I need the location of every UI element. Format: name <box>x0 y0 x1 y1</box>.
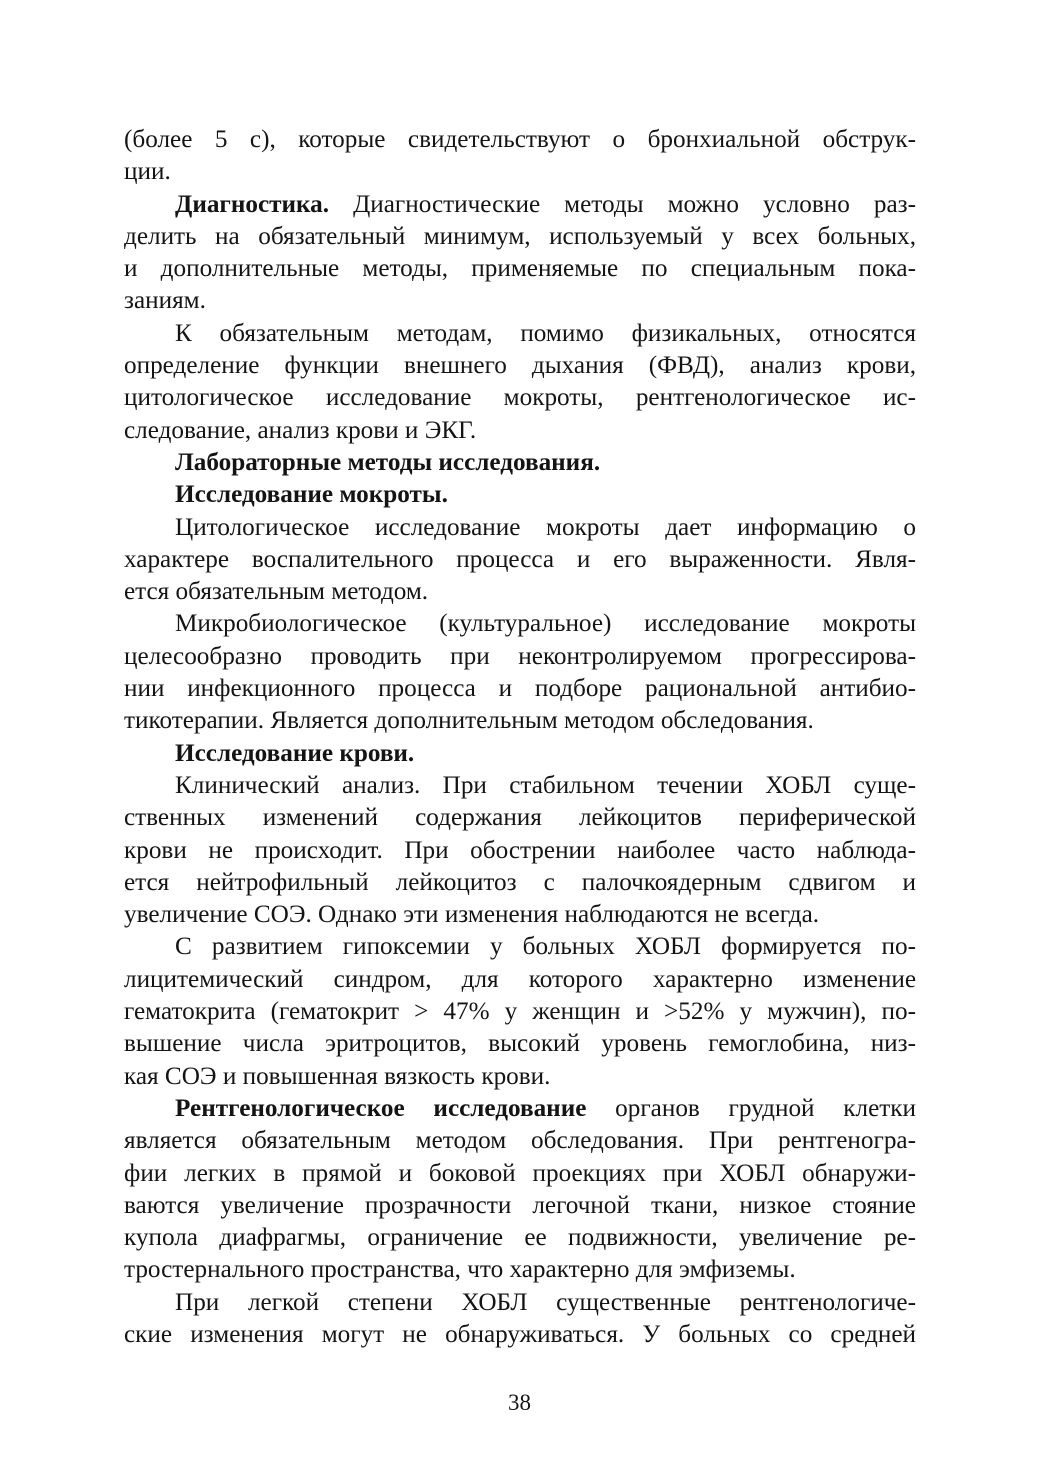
line-text: увеличение СОЭ. Однако эти изменения наблюдаются не всегда. <box>124 901 820 929</box>
line-text: К обязательным методам, помимо физикальных, относятся <box>175 319 916 347</box>
text-line <box>124 221 916 253</box>
line-text: Цитологическое исследование мокроты дает информацию о <box>175 513 916 541</box>
text-line <box>124 770 916 802</box>
text-line <box>124 415 916 447</box>
text-line <box>124 1028 916 1060</box>
bold-heading: Исследование мокроты. <box>175 481 448 509</box>
text-line <box>124 544 916 576</box>
line-text: вышение числа эритроцитов, высокий уровень гемоглобина, низ- <box>124 1030 916 1058</box>
text-line <box>124 641 916 673</box>
line-text: следование, анализ крови и ЭКГ. <box>124 416 477 444</box>
line-text: ется нейтрофильный лейкоцитоз с палочкоядерным сдвигом и <box>124 868 916 896</box>
text-line <box>124 1254 916 1286</box>
text-line <box>124 1319 916 1351</box>
line-text: цитологическое исследование мокроты, рентгенологическое ис- <box>124 384 916 412</box>
line-text: гематокрита (гематокрит > 47% у женщин и >52% у мужчин), по- <box>124 998 916 1026</box>
text-line <box>124 189 916 221</box>
text-line <box>124 479 916 511</box>
text-line <box>124 1093 916 1125</box>
line-text: ские изменения могут не обнаруживаться. У больных со средней <box>124 1320 916 1348</box>
text-line <box>124 1061 916 1093</box>
text-line <box>124 608 916 640</box>
line-text: Диагностические методы можно условно раз- <box>329 190 916 218</box>
line-text: С развитием гипоксемии у больных ХОБЛ формируется по- <box>175 933 916 961</box>
text-line <box>124 576 916 608</box>
line-text: нии инфекционного процесса и подборе рациональной антибио- <box>124 675 916 703</box>
bold-heading: Диагностика. <box>175 190 330 218</box>
line-text: (более 5 с), которые свидетельствуют о бронхиальной обструк- <box>124 126 916 153</box>
line-text: тикотерапии. Является дополнительным методом обследования. <box>124 707 814 735</box>
line-text: Клинический анализ. При стабильном течении ХОБЛ суще- <box>175 771 916 799</box>
text-line <box>124 835 916 867</box>
text-line <box>124 996 916 1028</box>
text-line <box>124 124 916 156</box>
text-line <box>124 253 916 285</box>
bold-heading: Исследование крови. <box>175 739 415 767</box>
text-line <box>124 512 916 544</box>
line-text: фии легких в прямой и боковой проекциях при ХОБЛ обнаружи- <box>124 1159 916 1187</box>
line-text: делить на обязательный минимум, используемый у всех больных, <box>124 222 916 250</box>
text-line <box>124 1222 916 1254</box>
text-line <box>124 867 916 899</box>
line-text: ции. <box>124 158 171 186</box>
page-number: 38 <box>508 1390 531 1415</box>
text-line <box>124 382 916 414</box>
text-line <box>124 899 916 931</box>
text-line <box>124 1158 916 1190</box>
line-text: целесообразно проводить при неконтролируемом прогрессирова- <box>124 642 916 670</box>
text-line <box>124 318 916 350</box>
text-line <box>124 738 916 770</box>
text-line <box>124 1190 916 1222</box>
body-text <box>124 124 916 1351</box>
line-text: и дополнительные методы, применяемые по специальным пока- <box>124 255 916 283</box>
line-text: Микробиологическое (культуральное) исследование мокроты <box>175 610 916 638</box>
line-text: крови не происходит. При обострении наиболее часто наблюда- <box>124 836 916 864</box>
bold-heading: Лабораторные методы исследования. <box>175 448 601 476</box>
text-line <box>124 156 916 188</box>
text-line <box>124 1287 916 1319</box>
text-line <box>124 285 916 317</box>
line-text: ется обязательным методом. <box>124 578 429 606</box>
line-text: определение функции внешнего дыхания (ФВД), анализ крови, <box>124 352 916 380</box>
line-text: купола диафрагмы, ограничение ее подвижности, увеличение ре- <box>124 1224 916 1252</box>
text-line <box>124 447 916 479</box>
line-text: кая СОЭ и повышенная вязкость крови. <box>124 1062 551 1090</box>
text-line <box>124 931 916 963</box>
text-line <box>124 802 916 834</box>
line-text: ственных изменений содержания лейкоцитов периферической <box>124 804 916 832</box>
line-text: характере воспалительного процесса и его выраженности. Явля- <box>124 545 916 573</box>
text-line <box>124 1125 916 1157</box>
line-text: заниям. <box>124 287 206 315</box>
line-text: ваются увеличение прозрачности легочной ткани, низкое стояние <box>124 1191 916 1219</box>
line-text: тростернального пространства, что характерно для эмфиземы. <box>124 1256 796 1284</box>
text-line <box>124 350 916 382</box>
line-text: лицитемический синдром, для которого характерно изменение <box>124 965 916 993</box>
line-text: органов грудной клетки <box>586 1094 916 1122</box>
text-line <box>124 705 916 737</box>
text-line <box>124 673 916 705</box>
line-text: является обязательным методом обследования. При рентгеногра- <box>124 1127 916 1155</box>
bold-heading: Рентгенологическое исследование <box>175 1094 587 1122</box>
line-text: При легкой степени ХОБЛ существенные рентгенологиче- <box>175 1288 916 1316</box>
text-line <box>124 964 916 996</box>
